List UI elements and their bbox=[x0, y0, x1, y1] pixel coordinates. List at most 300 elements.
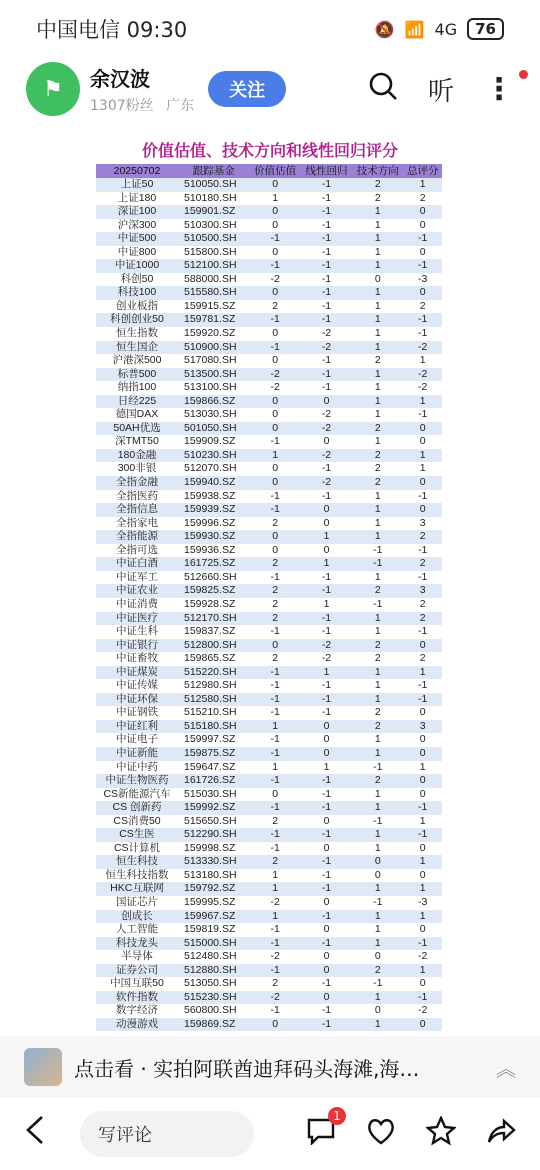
table-row bbox=[96, 801, 442, 815]
table-cell: -1 bbox=[250, 503, 301, 517]
table-cell: 1 bbox=[352, 571, 403, 585]
table-cell: 159647.SZ bbox=[178, 761, 250, 775]
table-cell: 2 bbox=[250, 557, 301, 571]
table-cell: 1 bbox=[352, 517, 403, 531]
table-cell: 159928.SZ bbox=[178, 598, 250, 612]
status-bar bbox=[0, 0, 540, 58]
table-cell: 1 bbox=[250, 869, 301, 883]
table-row bbox=[96, 205, 442, 219]
table-cell: -3 bbox=[403, 273, 442, 287]
table-cell: -2 bbox=[403, 950, 442, 964]
table-cell: 0 bbox=[352, 950, 403, 964]
table-cell: 0 bbox=[250, 408, 301, 422]
table-row bbox=[96, 341, 442, 355]
table-cell: 1 bbox=[301, 557, 352, 571]
table-row bbox=[96, 666, 442, 680]
table-cell: HKC互联网 bbox=[96, 882, 178, 896]
table-row bbox=[96, 395, 442, 409]
table-cell: -1 bbox=[250, 937, 301, 951]
table-cell: 1 bbox=[352, 408, 403, 422]
table-cell: 515650.SH bbox=[178, 815, 250, 829]
table-cell: 515220.SH bbox=[178, 666, 250, 680]
table-cell: 0 bbox=[250, 178, 301, 192]
table-row bbox=[96, 313, 442, 327]
table-cell: CS新能源汽车 bbox=[96, 788, 178, 802]
table-cell: 1 bbox=[352, 801, 403, 815]
table-cell: 3 bbox=[403, 720, 442, 734]
table-cell: 0 bbox=[250, 354, 301, 368]
table-cell: -2 bbox=[250, 991, 301, 1005]
table-cell: 1 bbox=[352, 286, 403, 300]
table-cell: 2 bbox=[352, 178, 403, 192]
table-cell: -1 bbox=[250, 923, 301, 937]
status-icons bbox=[375, 18, 504, 40]
table-cell: -1 bbox=[301, 313, 352, 327]
table-cell: 0 bbox=[250, 327, 301, 341]
table-cell: -1 bbox=[250, 435, 301, 449]
table-cell: 0 bbox=[250, 1018, 301, 1032]
table-cell: -1 bbox=[301, 625, 352, 639]
column-header: 价值估值 bbox=[250, 164, 301, 178]
table-header bbox=[96, 164, 442, 178]
table-cell: -1 bbox=[250, 232, 301, 246]
table-cell: -1 bbox=[301, 462, 352, 476]
table-cell: 1 bbox=[250, 761, 301, 775]
table-row bbox=[96, 192, 442, 206]
table-cell: 3 bbox=[403, 517, 442, 531]
like-icon[interactable] bbox=[366, 1117, 396, 1152]
table-cell: 数字经济 bbox=[96, 1004, 178, 1018]
table-cell: -1 bbox=[250, 666, 301, 680]
table-cell: 0 bbox=[403, 788, 442, 802]
table-cell: 1 bbox=[352, 530, 403, 544]
table-row bbox=[96, 584, 442, 598]
table-cell: 0 bbox=[250, 286, 301, 300]
table-row bbox=[96, 435, 442, 449]
table-cell: -2 bbox=[403, 341, 442, 355]
column-header: 线性回归 bbox=[301, 164, 352, 178]
table-cell: 沪港深500 bbox=[96, 354, 178, 368]
table-cell: 日经225 bbox=[96, 395, 178, 409]
table-cell: -1 bbox=[301, 273, 352, 287]
table-cell: 588000.SH bbox=[178, 273, 250, 287]
table-cell: 1 bbox=[352, 733, 403, 747]
table-cell: 中证医疗 bbox=[96, 612, 178, 626]
table-row bbox=[96, 1018, 442, 1032]
table-cell: 国证芯片 bbox=[96, 896, 178, 910]
table-cell: -2 bbox=[301, 639, 352, 653]
table-row bbox=[96, 733, 442, 747]
table-row bbox=[96, 449, 442, 463]
table-cell: 2 bbox=[352, 422, 403, 436]
table-cell: 1 bbox=[352, 327, 403, 341]
table-cell: 动漫游戏 bbox=[96, 1018, 178, 1032]
table-cell: -2 bbox=[301, 327, 352, 341]
table-cell: -1 bbox=[250, 341, 301, 355]
region: 广东 bbox=[166, 98, 195, 114]
table-cell: -1 bbox=[301, 882, 352, 896]
table-cell: -1 bbox=[250, 774, 301, 788]
table-cell: -2 bbox=[301, 476, 352, 490]
table-row bbox=[96, 300, 442, 314]
table-cell: -1 bbox=[301, 1004, 352, 1018]
table-cell: 恒生科技指数 bbox=[96, 869, 178, 883]
table-cell: 1 bbox=[352, 341, 403, 355]
table-row bbox=[96, 788, 442, 802]
table-cell: 1 bbox=[352, 612, 403, 626]
table-cell: 2 bbox=[352, 584, 403, 598]
banner-text[interactable]: 点击看 · 实拍阿联酋迪拜码头海滩,海… bbox=[74, 1056, 420, 1081]
author-info[interactable] bbox=[90, 63, 194, 115]
table-cell: 1 bbox=[403, 462, 442, 476]
table-cell: -1 bbox=[301, 788, 352, 802]
table-cell: -2 bbox=[301, 408, 352, 422]
table-cell: CS 创新药 bbox=[96, 801, 178, 815]
table-cell: -1 bbox=[301, 869, 352, 883]
table-cell: -1 bbox=[301, 693, 352, 707]
table-cell: 中证农业 bbox=[96, 584, 178, 598]
table-cell: 2 bbox=[352, 964, 403, 978]
table-cell: 1 bbox=[352, 232, 403, 246]
table-cell: 0 bbox=[301, 964, 352, 978]
wifi-icon: 📶 bbox=[404, 19, 425, 39]
table-cell: -1 bbox=[250, 964, 301, 978]
table-cell: 159869.SZ bbox=[178, 1018, 250, 1032]
table-cell: 159940.SZ bbox=[178, 476, 250, 490]
table-cell: -1 bbox=[301, 286, 352, 300]
table-cell: -1 bbox=[301, 937, 352, 951]
table-row bbox=[96, 273, 442, 287]
table-cell: 科创创业50 bbox=[96, 313, 178, 327]
table-cell: 0 bbox=[352, 273, 403, 287]
table-cell: 515580.SH bbox=[178, 286, 250, 300]
table-cell: 2 bbox=[352, 720, 403, 734]
table-cell: -1 bbox=[403, 991, 442, 1005]
table-cell: 创业板指 bbox=[96, 300, 178, 314]
table-cell: 1 bbox=[352, 747, 403, 761]
signal-label: 4G bbox=[434, 19, 458, 39]
follow-button[interactable]: 关注 bbox=[208, 71, 286, 107]
comment-input[interactable]: 写评论 bbox=[80, 1111, 254, 1157]
table-row bbox=[96, 462, 442, 476]
table-cell: 0 bbox=[301, 720, 352, 734]
table-cell: -1 bbox=[250, 801, 301, 815]
table-cell: 512580.SH bbox=[178, 693, 250, 707]
table-cell: 人工智能 bbox=[96, 923, 178, 937]
table-row bbox=[96, 571, 442, 585]
table-row bbox=[96, 1004, 442, 1018]
table-cell: 1 bbox=[250, 449, 301, 463]
table-cell: 全指医药 bbox=[96, 490, 178, 504]
table-cell: -2 bbox=[250, 950, 301, 964]
table-cell: 2 bbox=[250, 598, 301, 612]
table-cell: -1 bbox=[403, 801, 442, 815]
table-row bbox=[96, 882, 442, 896]
table-cell: -1 bbox=[352, 815, 403, 829]
table-cell: 159825.SZ bbox=[178, 584, 250, 598]
table-cell: -1 bbox=[301, 855, 352, 869]
avatar[interactable]: ⚑ bbox=[26, 62, 80, 116]
table-cell: 0 bbox=[250, 462, 301, 476]
table-cell: -1 bbox=[250, 706, 301, 720]
table-cell: 510230.SH bbox=[178, 449, 250, 463]
table-cell: 1 bbox=[352, 219, 403, 233]
table-row bbox=[96, 977, 442, 991]
mute-icon: 🔕 bbox=[374, 19, 395, 39]
table-cell: 全指可选 bbox=[96, 544, 178, 558]
back-arrow-icon[interactable] bbox=[24, 1115, 46, 1153]
table-cell: 1 bbox=[352, 435, 403, 449]
table-cell: 515800.SH bbox=[178, 246, 250, 260]
score-table bbox=[96, 164, 442, 1031]
table-cell: 159792.SZ bbox=[178, 882, 250, 896]
table-cell: 512660.SH bbox=[178, 571, 250, 585]
fans-count: 1307粉丝 bbox=[90, 98, 154, 114]
table-row bbox=[96, 598, 442, 612]
table-cell: -1 bbox=[250, 1004, 301, 1018]
table-cell: 科技100 bbox=[96, 286, 178, 300]
table-cell: -1 bbox=[301, 584, 352, 598]
table-row bbox=[96, 544, 442, 558]
table-row bbox=[96, 706, 442, 720]
article-image bbox=[0, 130, 540, 1035]
table-cell: -1 bbox=[403, 679, 442, 693]
table-cell: 中证电子 bbox=[96, 733, 178, 747]
column-header: 跟踪基金 bbox=[178, 164, 250, 178]
table-cell: 1 bbox=[352, 937, 403, 951]
table-cell: 1 bbox=[301, 666, 352, 680]
table-cell: 软件指数 bbox=[96, 991, 178, 1005]
table-cell: -1 bbox=[250, 679, 301, 693]
table-cell: 510180.SH bbox=[178, 192, 250, 206]
table-row bbox=[96, 517, 442, 531]
table-cell: 1 bbox=[250, 882, 301, 896]
table-cell: 159875.SZ bbox=[178, 747, 250, 761]
table-cell: 1 bbox=[250, 192, 301, 206]
table-cell: -1 bbox=[352, 598, 403, 612]
table-cell: 1 bbox=[301, 761, 352, 775]
table-cell: 159995.SZ bbox=[178, 896, 250, 910]
table-cell: -1 bbox=[403, 408, 442, 422]
chevron-up-icon[interactable]: ︽ bbox=[496, 1056, 516, 1081]
table-cell: 中国互联50 bbox=[96, 977, 178, 991]
table-cell: 创成长 bbox=[96, 910, 178, 924]
table-row bbox=[96, 774, 442, 788]
table-row bbox=[96, 720, 442, 734]
table-cell: CS消费50 bbox=[96, 815, 178, 829]
table-cell: 0 bbox=[250, 639, 301, 653]
table-cell: -1 bbox=[403, 828, 442, 842]
table-cell: -1 bbox=[301, 246, 352, 260]
table-cell: 0 bbox=[403, 706, 442, 720]
table-row bbox=[96, 923, 442, 937]
table-cell: 0 bbox=[403, 639, 442, 653]
table-cell: 0 bbox=[403, 476, 442, 490]
table-cell: 0 bbox=[403, 422, 442, 436]
table-cell: -1 bbox=[250, 693, 301, 707]
table-cell: 0 bbox=[403, 977, 442, 991]
table-cell: -1 bbox=[250, 313, 301, 327]
table-cell: 159967.SZ bbox=[178, 910, 250, 924]
table-cell: 560800.SH bbox=[178, 1004, 250, 1018]
table-cell: -2 bbox=[250, 273, 301, 287]
table-cell: 515230.SH bbox=[178, 991, 250, 1005]
table-cell: 512070.SH bbox=[178, 462, 250, 476]
table-cell: -1 bbox=[250, 625, 301, 639]
share-icon[interactable] bbox=[486, 1117, 516, 1152]
table-cell: 0 bbox=[403, 219, 442, 233]
table-cell: 2 bbox=[403, 300, 442, 314]
column-header: 技术方向 bbox=[352, 164, 403, 178]
table-cell: 2 bbox=[403, 598, 442, 612]
table-row bbox=[96, 232, 442, 246]
table-cell: 1 bbox=[352, 381, 403, 395]
table-cell: 2 bbox=[352, 354, 403, 368]
table-row bbox=[96, 761, 442, 775]
listen-button[interactable]: 听 bbox=[427, 76, 454, 107]
table-cell: -2 bbox=[301, 449, 352, 463]
table-cell: -1 bbox=[301, 1018, 352, 1032]
recommend-banner[interactable] bbox=[0, 1036, 540, 1098]
table-cell: 0 bbox=[403, 747, 442, 761]
table-cell: -2 bbox=[301, 341, 352, 355]
table-body bbox=[96, 178, 442, 1031]
table-cell: -1 bbox=[352, 761, 403, 775]
table-row bbox=[96, 869, 442, 883]
table-cell: -1 bbox=[403, 232, 442, 246]
table-cell: 513030.SH bbox=[178, 408, 250, 422]
table-cell: 全指信息 bbox=[96, 503, 178, 517]
table-cell: 510900.SH bbox=[178, 341, 250, 355]
table-cell: 1 bbox=[250, 720, 301, 734]
search-icon[interactable] bbox=[368, 71, 398, 108]
table-cell: 2 bbox=[250, 977, 301, 991]
table-cell: 159866.SZ bbox=[178, 395, 250, 409]
table-cell: -1 bbox=[301, 300, 352, 314]
table-cell: 2 bbox=[250, 855, 301, 869]
table-cell: -1 bbox=[301, 828, 352, 842]
table-cell: 2 bbox=[250, 815, 301, 829]
star-icon[interactable] bbox=[426, 1116, 456, 1153]
table-cell: 0 bbox=[352, 869, 403, 883]
author-name[interactable]: 余汉波 bbox=[90, 67, 150, 91]
table-cell: 0 bbox=[403, 1018, 442, 1032]
battery-icon: 76 bbox=[467, 18, 504, 40]
table-cell: -1 bbox=[403, 625, 442, 639]
table-cell: 501050.SH bbox=[178, 422, 250, 436]
table-cell: -2 bbox=[250, 381, 301, 395]
more-menu-icon[interactable]: ⋮ bbox=[484, 72, 514, 107]
table-cell: 中证白酒 bbox=[96, 557, 178, 571]
table-cell: -1 bbox=[301, 706, 352, 720]
table-cell: -1 bbox=[250, 828, 301, 842]
table-cell: 全指金融 bbox=[96, 476, 178, 490]
table-cell: 0 bbox=[301, 950, 352, 964]
table-cell: -2 bbox=[403, 381, 442, 395]
table-cell: 全指能源 bbox=[96, 530, 178, 544]
table-cell: 1 bbox=[352, 368, 403, 382]
table-row bbox=[96, 652, 442, 666]
table-row bbox=[96, 246, 442, 260]
table-row bbox=[96, 639, 442, 653]
table-cell: -1 bbox=[403, 937, 442, 951]
table-cell: CS计算机 bbox=[96, 842, 178, 856]
table-cell: 2 bbox=[352, 639, 403, 653]
table-cell: 德国DAX bbox=[96, 408, 178, 422]
table-cell: 0 bbox=[403, 923, 442, 937]
table-cell: 2 bbox=[352, 449, 403, 463]
table-cell: 159909.SZ bbox=[178, 435, 250, 449]
table-cell: 科技龙头 bbox=[96, 937, 178, 951]
table-cell: -2 bbox=[301, 422, 352, 436]
comment-icon[interactable] bbox=[306, 1108, 341, 1152]
table-cell: 0 bbox=[301, 991, 352, 1005]
table-cell: 1 bbox=[352, 313, 403, 327]
table-cell: 1 bbox=[403, 964, 442, 978]
table-cell: 159998.SZ bbox=[178, 842, 250, 856]
table-cell: 159992.SZ bbox=[178, 801, 250, 815]
table-cell: 0 bbox=[250, 422, 301, 436]
table-cell: 2 bbox=[352, 652, 403, 666]
table-cell: -1 bbox=[301, 490, 352, 504]
table-cell: 0 bbox=[250, 205, 301, 219]
table-row bbox=[96, 354, 442, 368]
table-cell: 恒生科技 bbox=[96, 855, 178, 869]
table-cell: 1 bbox=[352, 205, 403, 219]
table-cell: 1 bbox=[352, 625, 403, 639]
table-cell: 2 bbox=[403, 652, 442, 666]
table-cell: 2 bbox=[250, 300, 301, 314]
table-cell: 0 bbox=[301, 747, 352, 761]
table-cell: 512880.SH bbox=[178, 964, 250, 978]
table-cell: -1 bbox=[352, 557, 403, 571]
table-row bbox=[96, 842, 442, 856]
table-cell: 161726.SZ bbox=[178, 774, 250, 788]
table-cell: 2 bbox=[352, 192, 403, 206]
table-cell: 1 bbox=[403, 395, 442, 409]
table-cell: 512480.SH bbox=[178, 950, 250, 964]
table-cell: 2 bbox=[403, 530, 442, 544]
table-cell: 1 bbox=[250, 910, 301, 924]
table-row bbox=[96, 950, 442, 964]
table-cell: -3 bbox=[403, 896, 442, 910]
table-cell: -1 bbox=[301, 612, 352, 626]
table-cell: 1 bbox=[403, 761, 442, 775]
table-cell: -1 bbox=[250, 733, 301, 747]
table-cell: CS生医 bbox=[96, 828, 178, 842]
table-cell: -1 bbox=[301, 571, 352, 585]
table-cell: -1 bbox=[301, 205, 352, 219]
table-cell: 中证1000 bbox=[96, 259, 178, 273]
table-cell: -1 bbox=[301, 774, 352, 788]
table-cell: 1 bbox=[352, 882, 403, 896]
table-cell: 515210.SH bbox=[178, 706, 250, 720]
table-cell: -1 bbox=[250, 747, 301, 761]
table-cell: 中证800 bbox=[96, 246, 178, 260]
table-cell: -1 bbox=[301, 259, 352, 273]
table-cell: 0 bbox=[301, 395, 352, 409]
table-cell: 515180.SH bbox=[178, 720, 250, 734]
table-cell: 513180.SH bbox=[178, 869, 250, 883]
table-cell: 0 bbox=[403, 869, 442, 883]
table-cell: 全指家电 bbox=[96, 517, 178, 531]
table-cell: -1 bbox=[250, 842, 301, 856]
table-row bbox=[96, 625, 442, 639]
table-row bbox=[96, 937, 442, 951]
table-row bbox=[96, 530, 442, 544]
table-cell: 2 bbox=[250, 584, 301, 598]
table-cell: 1 bbox=[352, 828, 403, 842]
